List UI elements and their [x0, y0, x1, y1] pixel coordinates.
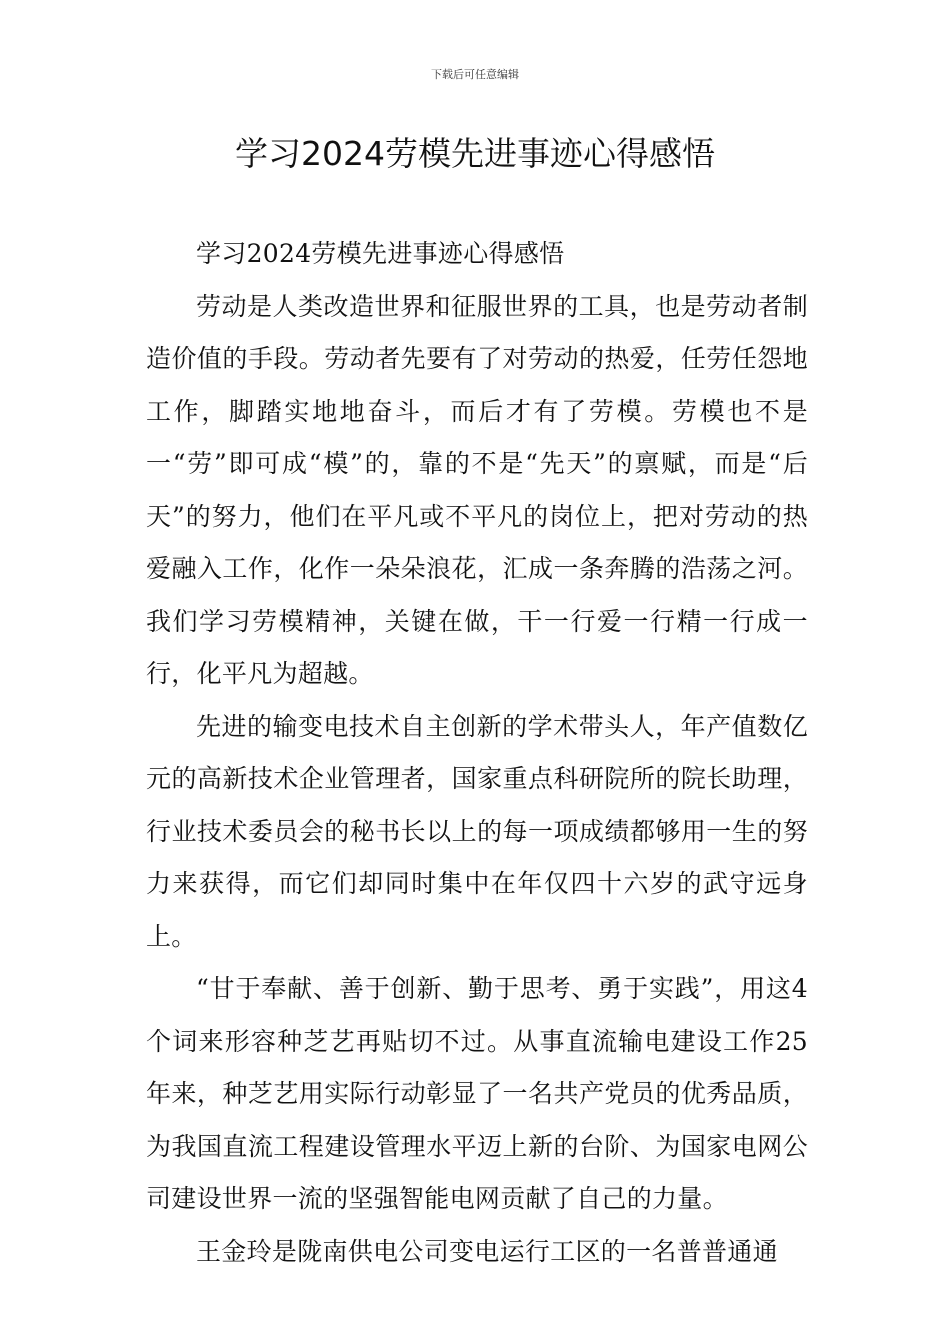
paragraph-2: 先进的输变电技术自主创新的学术带头人，年产值数亿元的高新技术企业管理者，国家重点科研院所的院长助理，行业技术委员会的秘书长以上的每一项成绩都够用一生的努力来获得，而它们却同时集中在年仅四十六岁的武守远身上。 [146, 711, 808, 951]
paragraph-4: 王金玲是陇南供电公司变电运行工区的一名普普通通 [196, 1236, 778, 1266]
paragraph-1: 劳动是人类改造世界和征服世界的工具，也是劳动者制造价值的手段。劳动者先要有了对劳动的热爱，任劳任怨地工作，脚踏实地地奋斗，而后才有了劳模。劳模也不是一“劳”即可成“模”的，靠的不是“先天”的禀赋，而是“后天”的努力，他们在平凡或不平凡的岗位上，把对劳动的热爱融入工作，化作一朵朵浪花，汇成一条奔腾的浩荡之河。我们学习劳模精神，关键在做，干一行爱一行精一行成一行，化平凡为超越。 [146, 291, 808, 688]
paragraph-3: “甘于奉献、善于创新、勤于思考、勇于实践”，用这4个词来形容种芝艺再贴切不过。从事直流输电建设工作25年来，种芝艺用实际行动彰显了一名共产党员的优秀品质，为我国直流工程建设管理水平迈上新的台阶、为国家电网公司建设世界一流的坚强智能电网贡献了自己的力量。 [146, 974, 808, 1213]
header-note: 下载后可任意编辑 [431, 68, 519, 81]
paragraph-subtitle: 学习2024劳模先进事迹心得感悟 [196, 239, 565, 268]
document-title: 学习2024劳模先进事迹心得感悟 [235, 134, 715, 173]
document-body [146, 228, 808, 1278]
